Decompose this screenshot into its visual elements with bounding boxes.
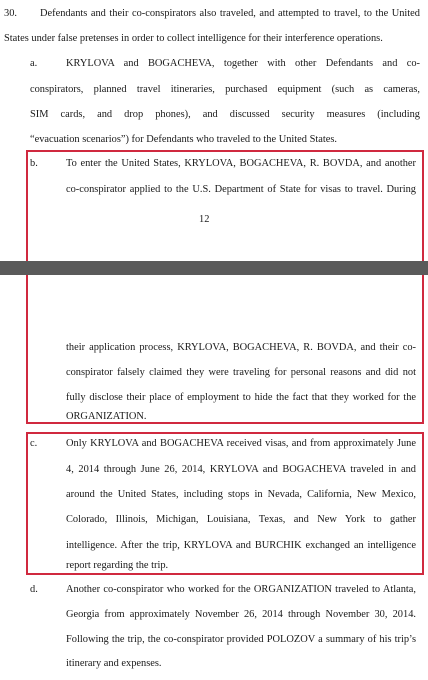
- item-b-line: conspirator falsely claimed they were traveling for personal reasons and did not: [66, 367, 416, 378]
- item-c-line: around the United States, including stops in Nevada, California, New Mexico,: [66, 489, 416, 500]
- item-d-line: Another co-conspirator who worked for the ORGANIZATION traveled to Atlanta,: [66, 584, 416, 595]
- item-b-line: ORGANIZATION.: [66, 411, 147, 422]
- paragraph-line: States under false pretenses in order to collect intelligence for their interference operations.: [4, 33, 383, 44]
- item-a-line: “evacuation scenarios”) for Defendants who traveled to the United States.: [30, 134, 337, 145]
- item-label-a: a.: [30, 58, 38, 69]
- item-label-d: d.: [30, 584, 38, 595]
- item-a-line: KRYLOVA and BOGACHEVA, together with other Defendants and co-: [66, 58, 420, 69]
- page-break-band: [0, 261, 428, 275]
- item-b-line: To enter the United States, KRYLOVA, BOGACHEVA, R. BOVDA, and another: [66, 158, 416, 169]
- item-c-line: intelligence. After the trip, KRYLOVA and BURCHIK exchanged an intelligence: [66, 540, 416, 551]
- paragraph-line: Defendants and their co-conspirators also traveled, and attempted to travel, to the United: [40, 8, 420, 19]
- highlight-box-c: [26, 432, 424, 575]
- item-c-line: Only KRYLOVA and BOGACHEVA received visas, and from approximately June: [66, 438, 416, 449]
- item-b-line: their application process, KRYLOVA, BOGACHEVA, R. BOVDA, and their co-: [66, 342, 416, 353]
- item-a-line: conspirators, planned travel itineraries, purchased equipment (such as cameras,: [30, 84, 420, 95]
- item-c-line: Colorado, Illinois, Michigan, Louisiana, Texas, and New York to gather: [66, 514, 416, 525]
- paragraph-number: 30.: [4, 8, 17, 19]
- item-b-line: co-conspirator applied to the U.S. Department of State for visas to travel. During: [66, 184, 416, 195]
- item-label-c: c.: [30, 438, 38, 449]
- item-label-b: b.: [30, 158, 38, 169]
- page-number: 12: [199, 214, 210, 225]
- item-c-line: 4, 2014 through June 26, 2014, KRYLOVA and BOGACHEVA traveled in and: [66, 464, 416, 475]
- item-d-line: Following the trip, the co-conspirator provided POLOZOV a summary of his trip’s: [66, 634, 416, 645]
- item-a-line: SIM cards, and drop phones), and discussed security measures (including: [30, 109, 420, 120]
- item-b-line: fully disclose their place of employment to hide the fact that they worked for the: [66, 392, 416, 403]
- item-c-line: report regarding the trip.: [66, 560, 169, 571]
- item-d-line: itinerary and expenses.: [66, 658, 162, 669]
- item-d-line: Georgia from approximately November 26, 2014 through November 30, 2014.: [66, 609, 416, 620]
